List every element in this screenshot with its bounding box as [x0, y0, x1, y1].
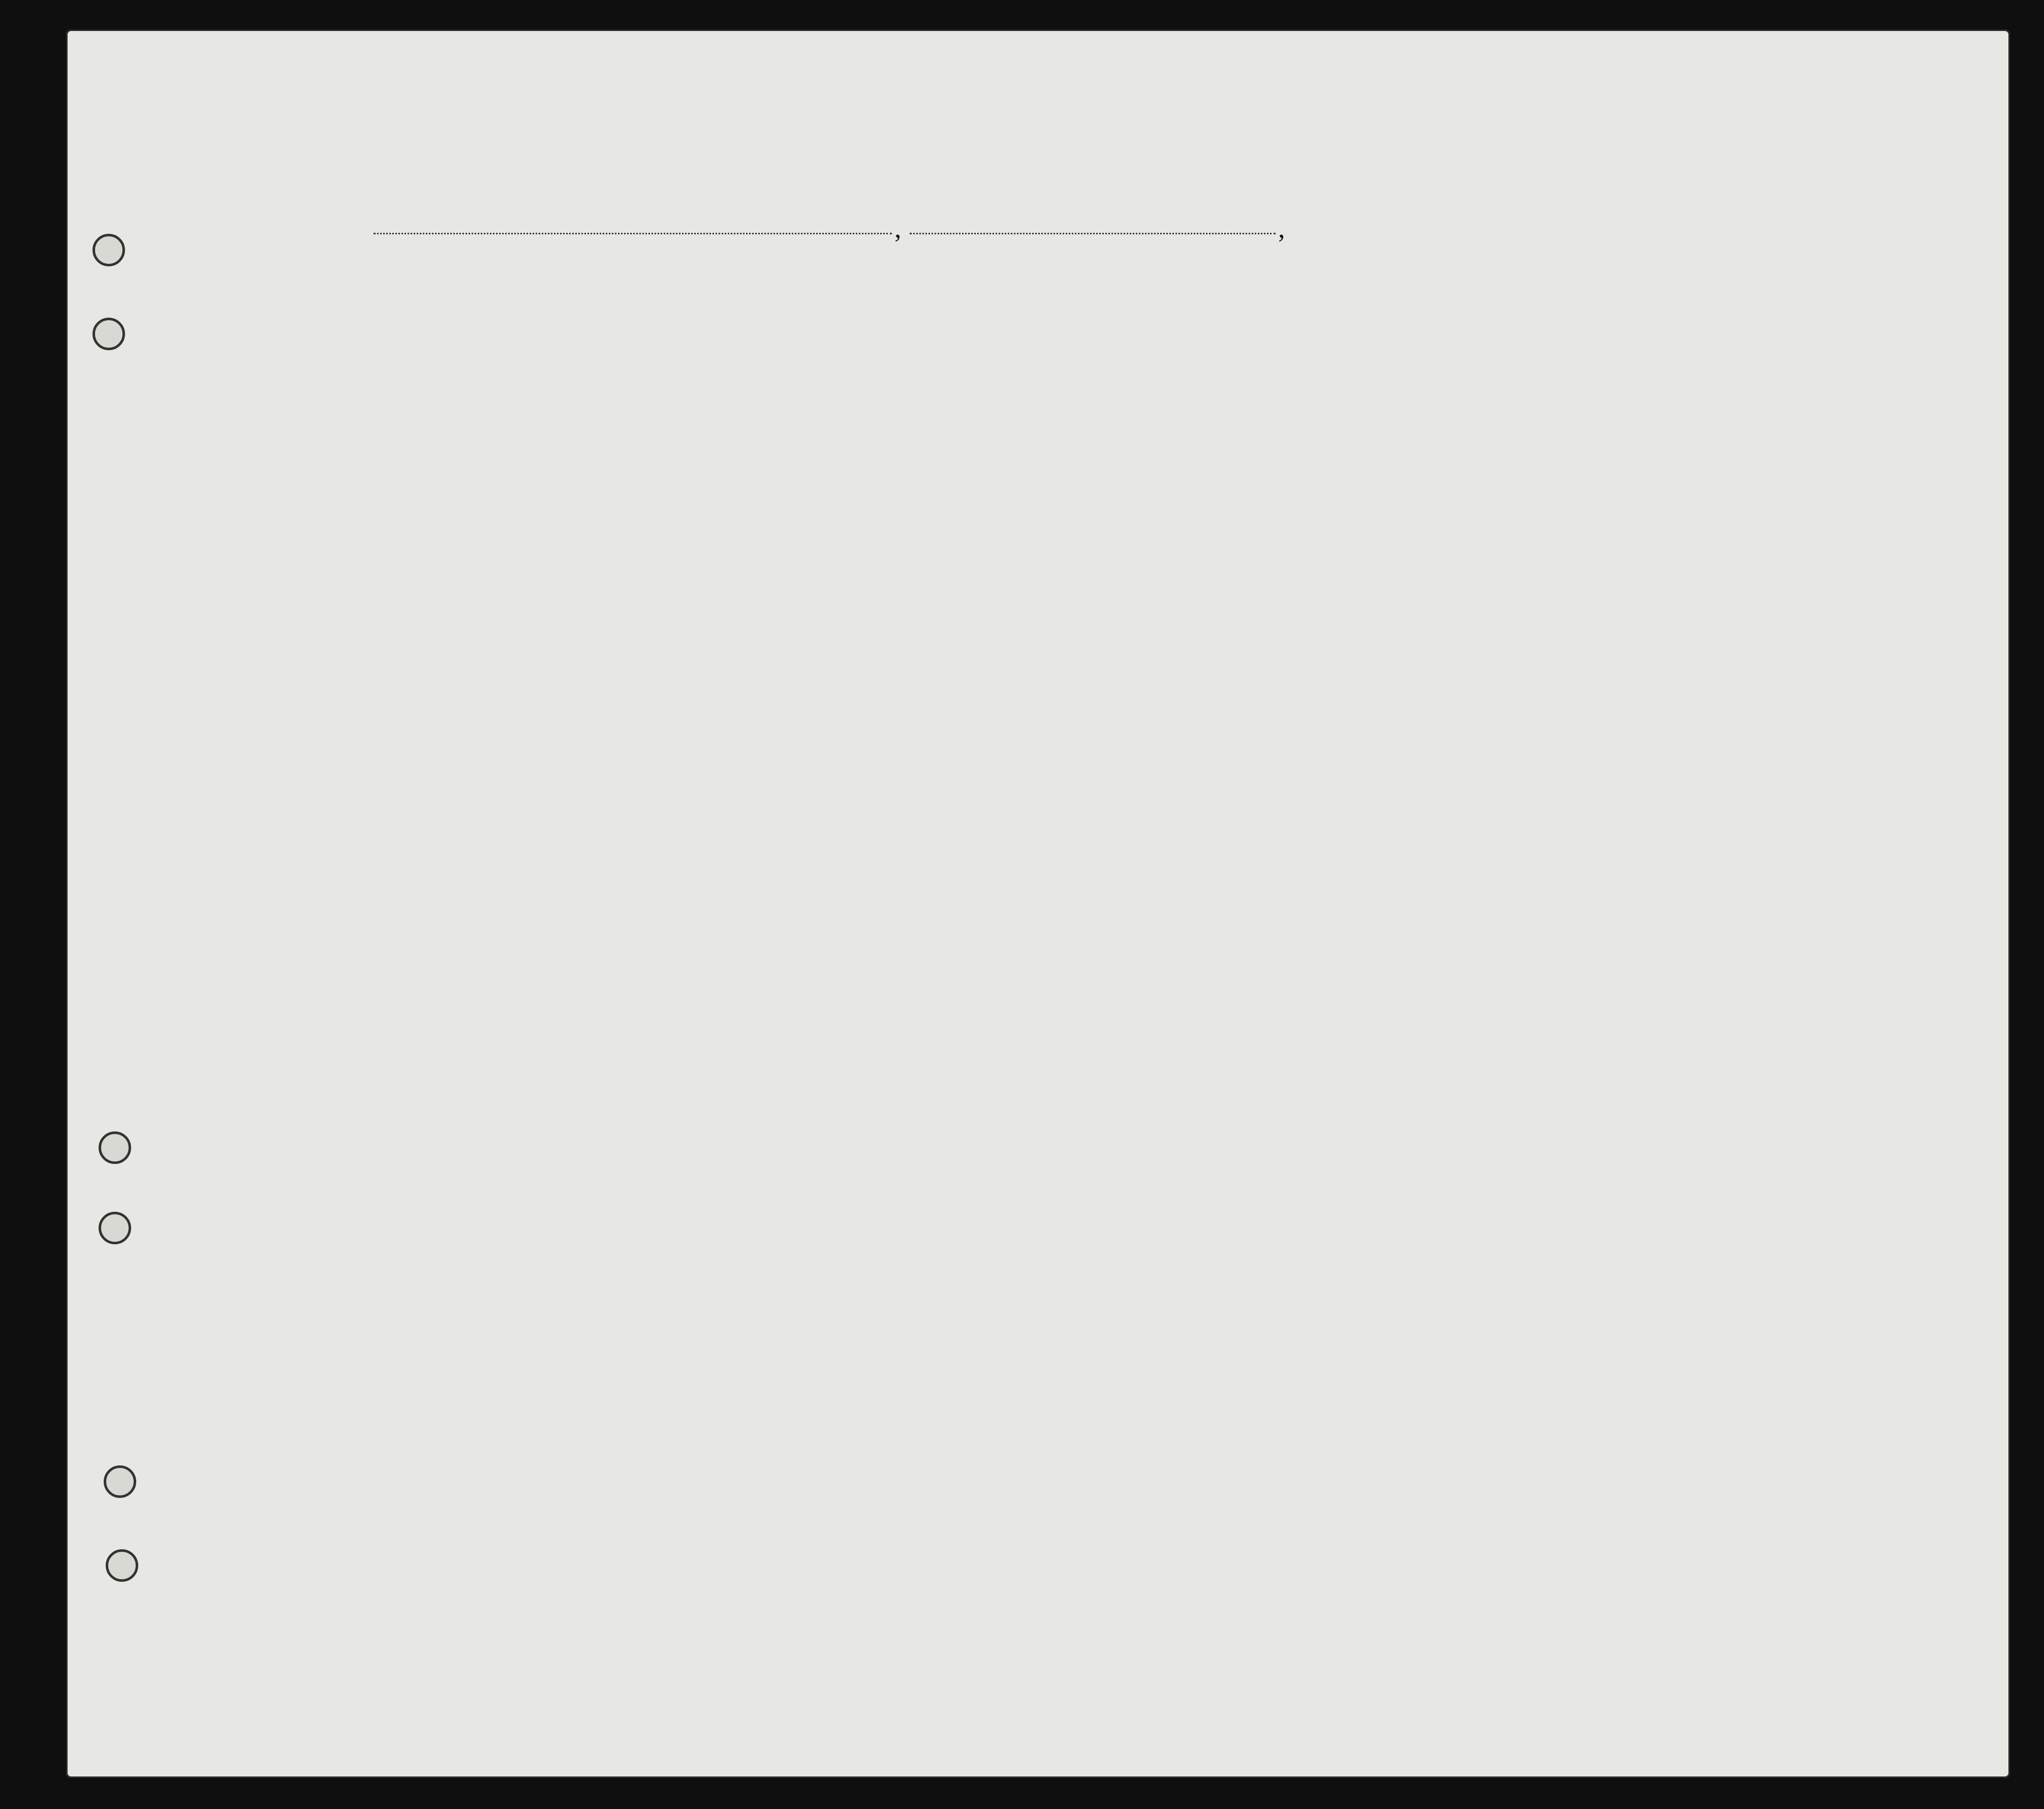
punch-hole [99, 1131, 131, 1164]
comma: , [1278, 213, 1285, 243]
comma: , [894, 213, 902, 243]
punch-hole [92, 318, 125, 350]
punch-hole [106, 1549, 138, 1582]
punch-hole [99, 1212, 131, 1244]
punch-hole [92, 234, 125, 266]
table-grid [66, 29, 2010, 1778]
manifest-sheet [66, 29, 2010, 1778]
punch-hole [104, 1465, 136, 1498]
